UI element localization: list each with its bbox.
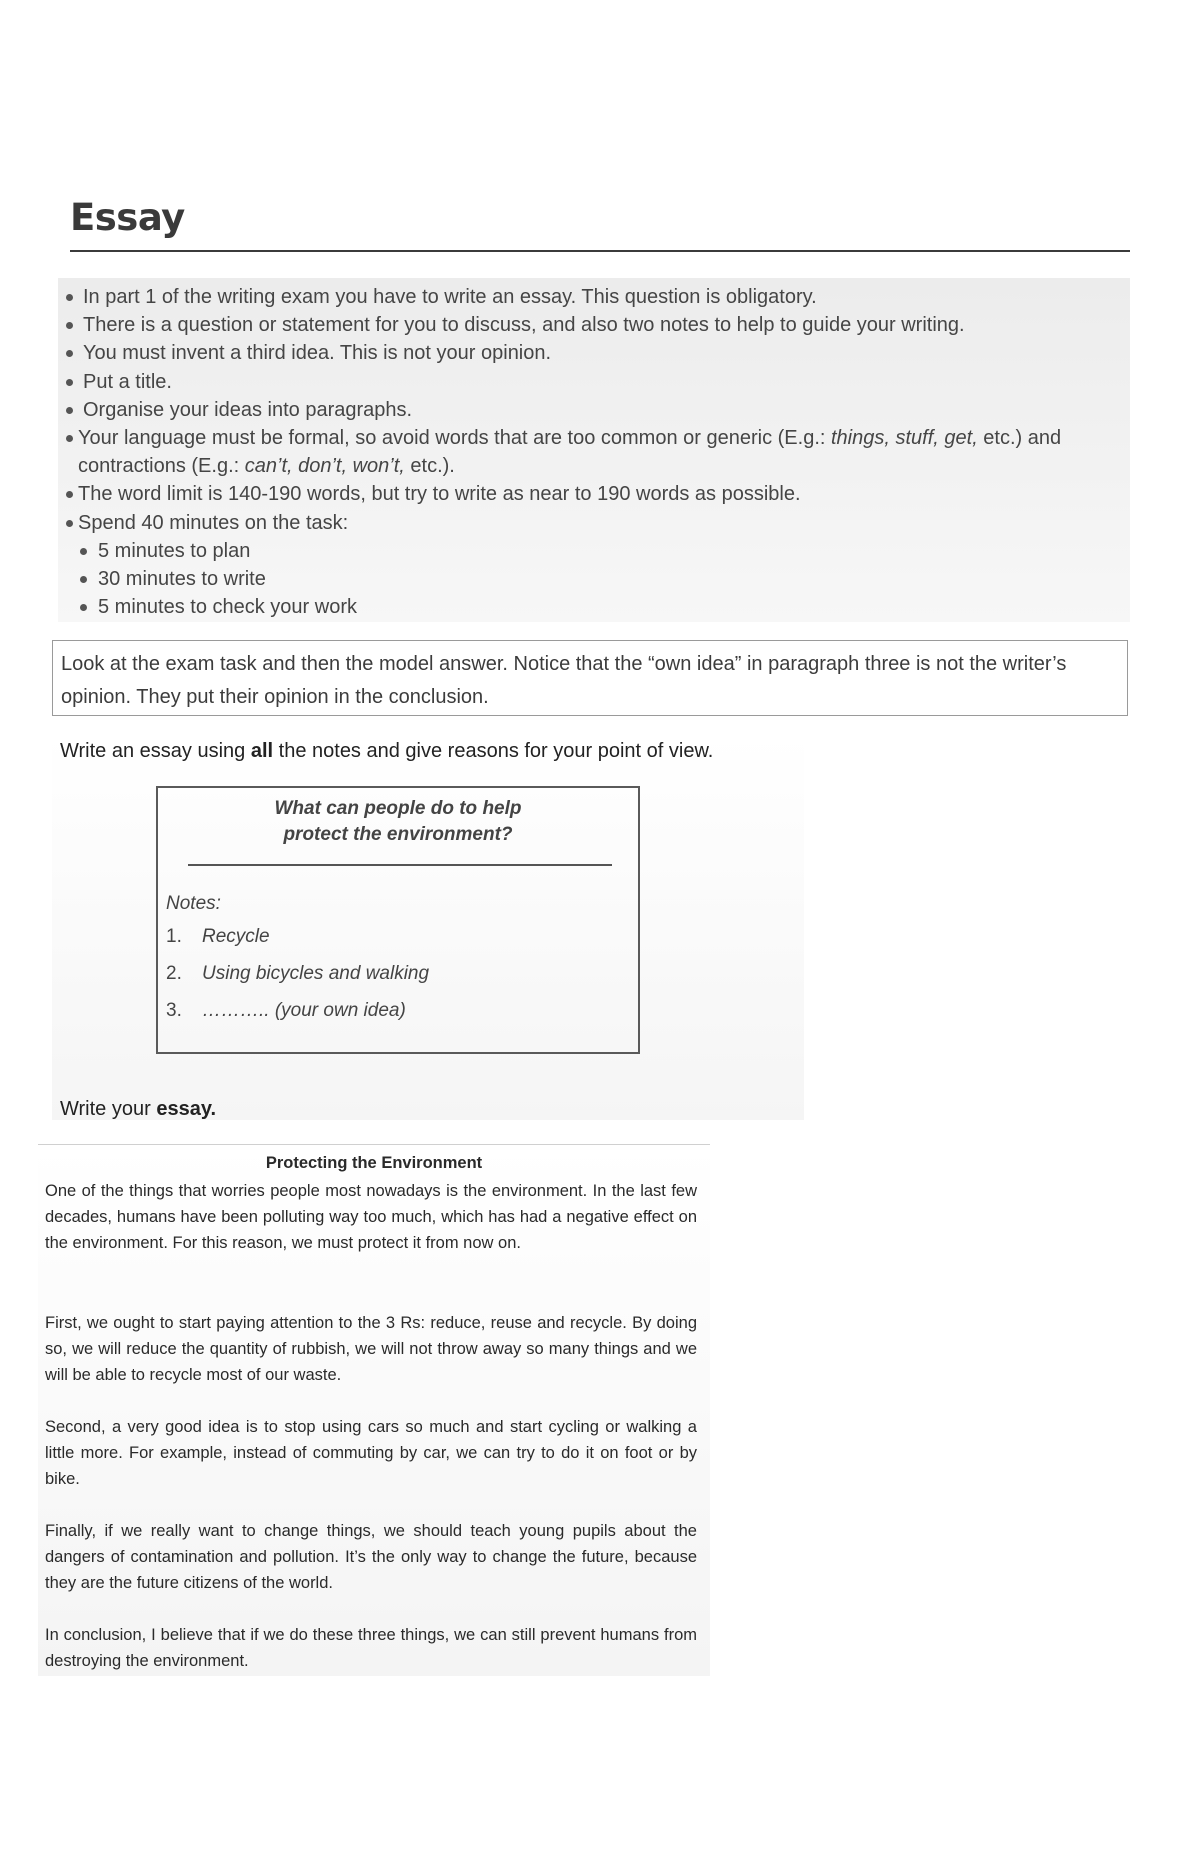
note-item — [166, 926, 270, 948]
time-subitem: 5 minutes to plan — [66, 537, 1106, 565]
write-prompt-text: Write your — [60, 1098, 157, 1120]
model-paragraph: In conclusion, I believe that if we do these three things, we can still prevent humans from destroying the environment. — [45, 1626, 697, 1670]
task-instruction-text: the notes and give reasons for your point of view. — [273, 740, 714, 762]
write-prompt-bold: essay. — [156, 1098, 217, 1120]
exam-question-line: protect the environment? — [283, 824, 513, 845]
language-continuation — [78, 452, 1106, 480]
page-title: Essay — [70, 196, 185, 239]
note-text: Recycle — [202, 926, 270, 947]
model-answer-title: Protecting the Environment — [265, 1154, 483, 1172]
title-divider — [70, 250, 1130, 252]
time-subitem: 30 minutes to write — [66, 565, 1106, 593]
language-text: Your language must be formal, so avoid words that are too common or generic (E.g.: — [78, 427, 831, 450]
info-bullet: In part 1 of the writing exam you have to write an essay. This question is obligatory. — [66, 283, 1106, 311]
task-instruction-text: Write an essay using — [60, 740, 251, 762]
instruction-callout: Look at the exam task and then the model answer. Notice that the “own idea” in paragraph three is not the writer’s opinion. They put their opinion in the conclusion. — [52, 640, 1128, 716]
contraction-examples: can’t, don’t, won’t, — [244, 455, 405, 478]
info-bullet-list — [66, 283, 1106, 621]
task-instruction — [60, 740, 713, 763]
note-item — [166, 963, 429, 985]
note-text: Using bicycles and walking — [202, 963, 430, 984]
language-text: etc.) and — [977, 427, 1062, 450]
time-subitem: 5 minutes to check your work — [66, 593, 1106, 621]
language-text: contractions (E.g.: — [78, 455, 245, 478]
write-prompt — [60, 1098, 216, 1121]
language-text: etc.). — [404, 455, 455, 478]
info-bullet-time: Spend 40 minutes on the task: — [66, 509, 1106, 537]
note-number: 1. — [166, 926, 182, 947]
info-bullet-word-limit: The word limit is 140-190 words, but try to write as near to 190 words as possible. — [66, 480, 1106, 508]
model-paragraph: Finally, if we really want to change things, we should teach young pupils about the dangers of contamination and pollution. It’s the only way to change the future, because they are the future citizens of the world. — [45, 1522, 697, 1592]
task-instruction-bold: all — [250, 740, 274, 762]
note-number: 3. — [166, 1000, 182, 1021]
exam-question-box — [156, 786, 640, 1054]
notes-label: Notes: — [166, 893, 221, 914]
exam-question — [158, 796, 638, 848]
model-paragraph: One of the things that worries people most nowadays is the environment. In the last few decades, humans have been polluting way too much, which has had a negative effect on the environment. For this reason, we must protect it from now on. — [45, 1182, 697, 1252]
note-number: 2. — [166, 963, 182, 984]
info-bullet: There is a question or statement for you to discuss, and also two notes to help to guide your writing. — [66, 311, 1106, 339]
info-bullet: Organise your ideas into paragraphs. — [66, 396, 1106, 424]
note-item — [166, 1000, 406, 1022]
question-divider — [188, 864, 612, 866]
model-paragraph: Second, a very good idea is to stop using cars so much and start cycling or walking a little more. For example, instead of commuting by car, we can try to do it on foot or by bike. — [45, 1418, 697, 1488]
info-bullet: Put a title. — [66, 368, 1106, 396]
language-examples: things, stuff, get, — [831, 427, 978, 450]
info-bullet-language — [66, 424, 1106, 480]
model-paragraph: First, we ought to start paying attention to the 3 Rs: reduce, reuse and recycle. By doing so, we will reduce the quantity of rubbish, we will not throw away so many things and we will be able to recycle most of our waste. — [45, 1314, 697, 1384]
exam-question-line: What can people do to help — [274, 798, 522, 819]
info-bullet: You must invent a third idea. This is not your opinion. — [66, 339, 1106, 367]
note-text: ……….. (your own idea) — [202, 1000, 406, 1021]
